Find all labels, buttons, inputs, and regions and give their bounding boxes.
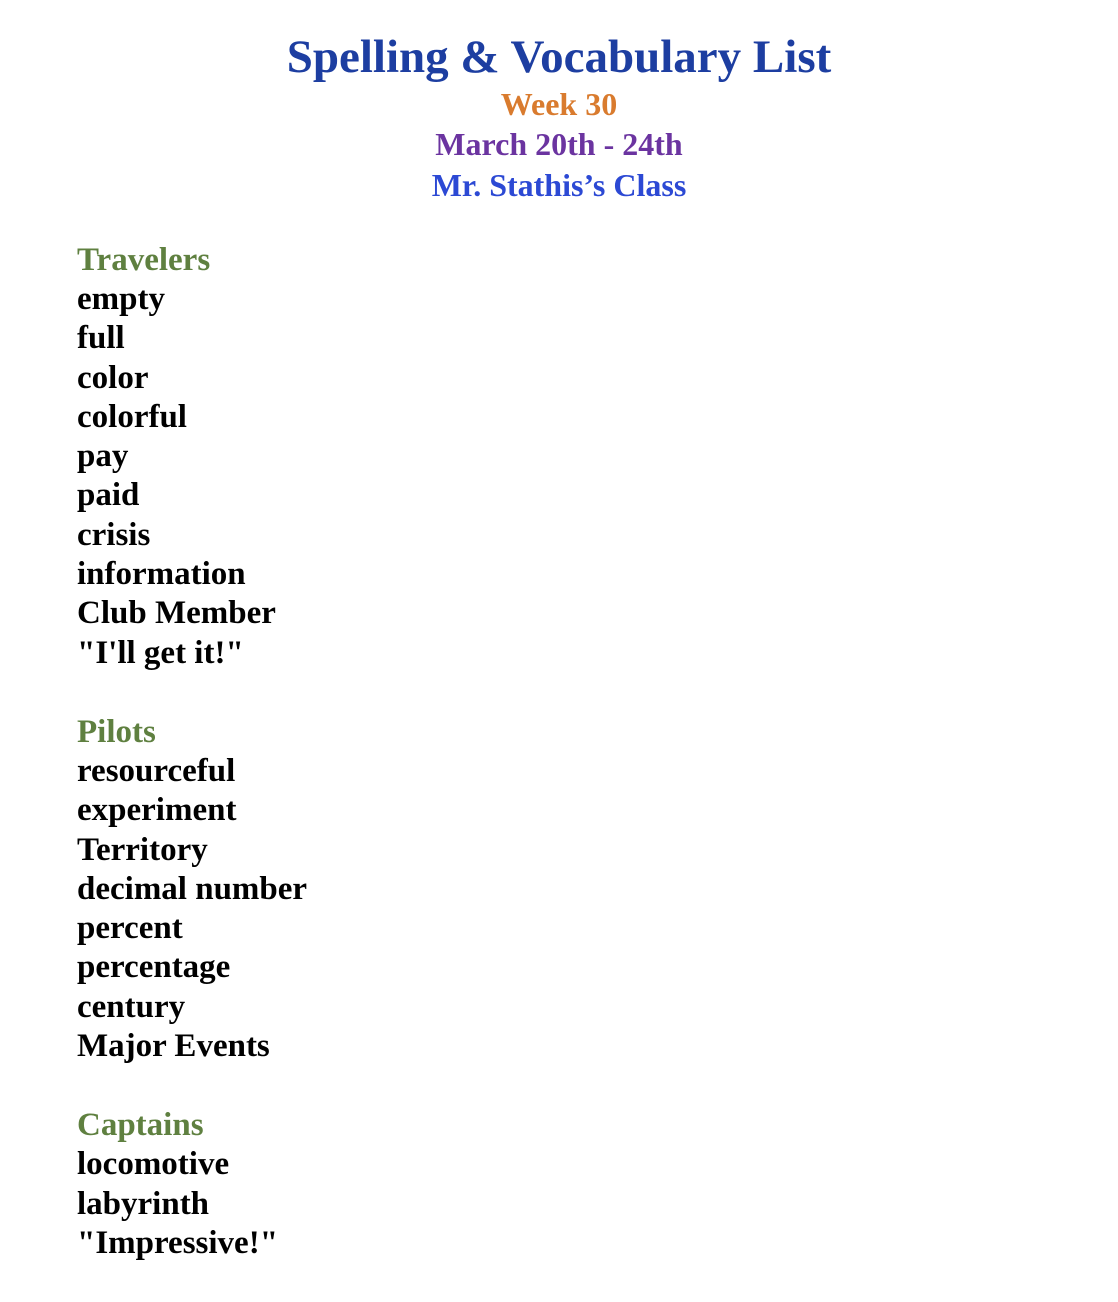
word-item: "Impressive!" [77,1224,279,1261]
week-label: Week 30 [500,86,618,122]
word-item: percent [77,910,183,947]
group-travelers [77,240,307,673]
word-item: century [77,988,186,1025]
word-item: empty [77,281,165,317]
word-item: Club Member [77,595,276,632]
word-item: "I'll get it!" [77,634,244,671]
document-header [0,0,1118,206]
word-item: percentage [77,949,231,986]
word-item: pay [77,438,129,475]
class-name: Mr. Stathis’s Class [431,167,687,203]
word-lists [77,240,307,1302]
word-item: labyrinth [77,1185,210,1222]
word-item: Major Events [77,1028,270,1065]
word-item: full [77,320,125,357]
word-item: Territory [77,831,208,868]
word-item: decimal number [77,870,308,907]
group-pilots [77,712,307,1066]
group-captains [77,1105,307,1263]
group-heading: Travelers [77,242,211,278]
word-item: experiment [77,792,237,829]
group-heading: Captains [77,1107,204,1144]
word-item: colorful [77,398,187,435]
date-range: March 20th - 24th [435,126,683,162]
word-item: color [77,359,149,396]
word-item: information [77,556,246,593]
word-item: paid [77,477,140,514]
word-item: locomotive [77,1146,230,1183]
group-heading: Pilots [77,713,156,750]
page-title: Spelling & Vocabulary List [286,31,832,83]
word-item: resourceful [77,752,236,789]
word-item: crisis [77,516,151,553]
